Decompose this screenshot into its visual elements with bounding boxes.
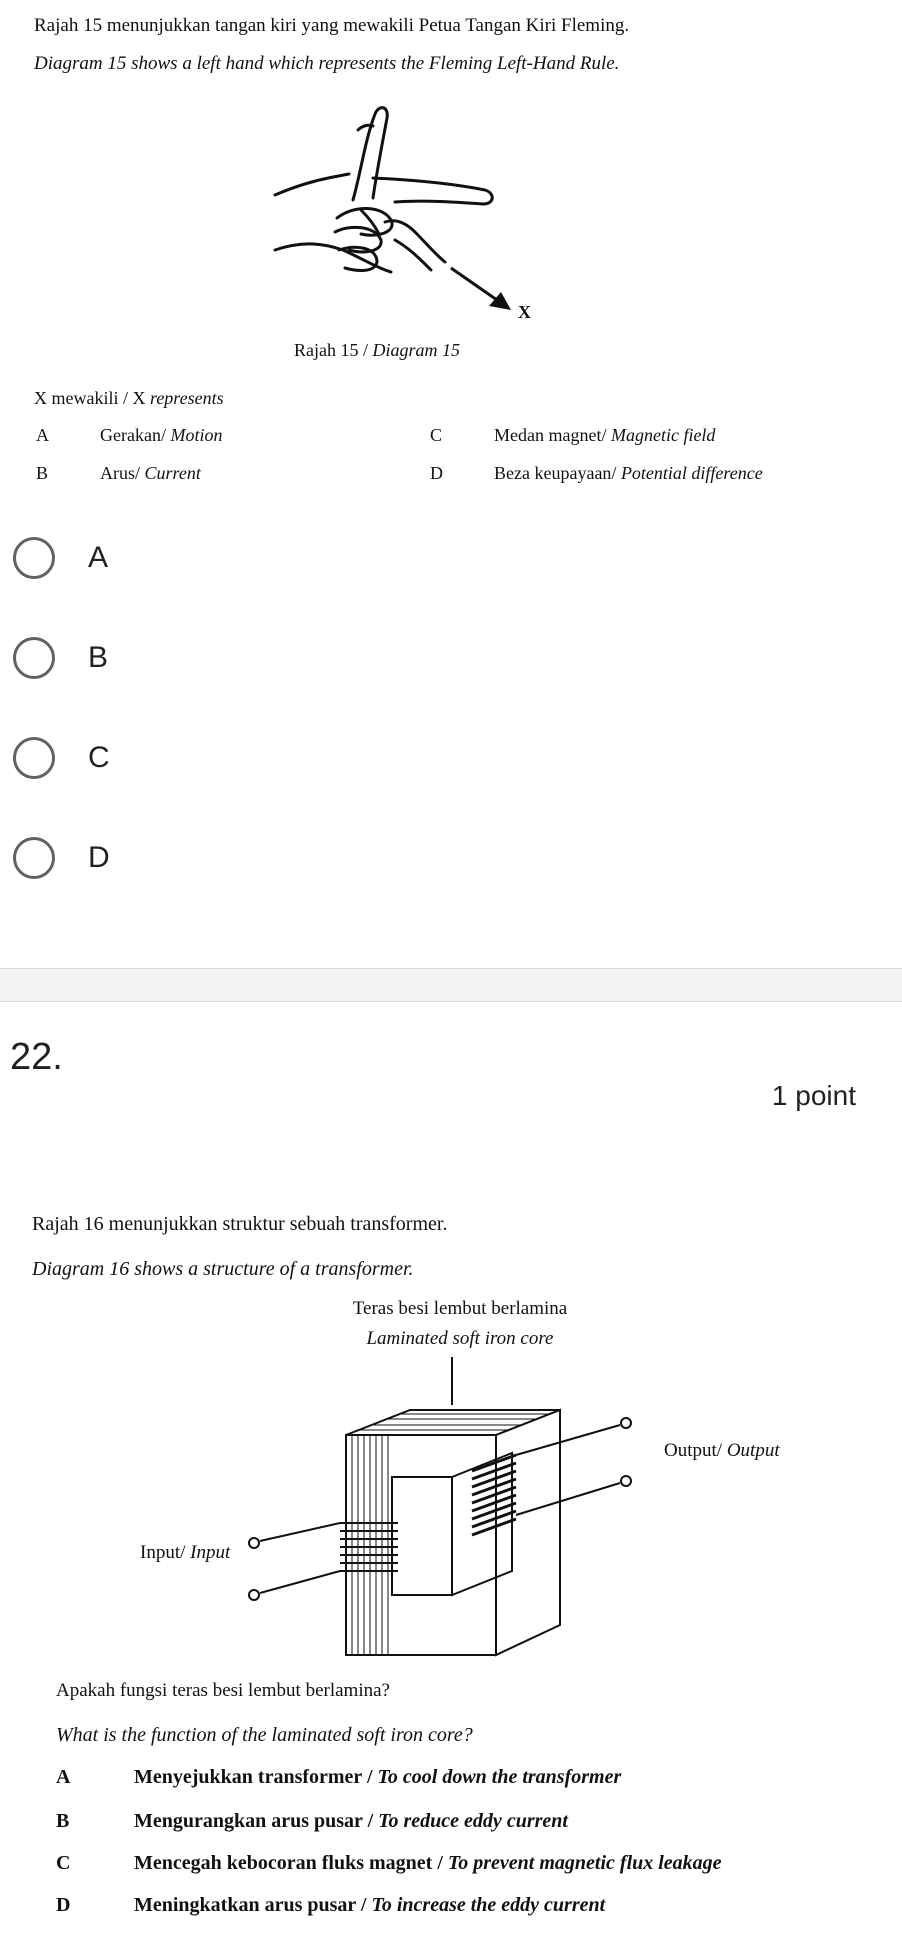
question-number: 22. [10, 1036, 63, 1078]
radio-option-a[interactable] [0, 518, 902, 598]
caption-en: Diagram 15 [372, 340, 461, 360]
radio-label-c: C [88, 741, 110, 774]
radio-circle-icon[interactable] [13, 637, 55, 679]
answer-letter-d: D [56, 1894, 71, 1916]
answer-text-a: Menyejukkan transformer / To cool down the transformer [134, 1766, 622, 1788]
radio-circle-icon[interactable] [13, 737, 55, 779]
radio-circle-icon[interactable] [13, 837, 55, 879]
q22-question-ms: Apakah fungsi teras besi lembut berlamina? [56, 1680, 390, 1701]
transformer-diagram [240, 1355, 670, 1665]
q21-prompt-en: represents [149, 388, 224, 408]
answer-text-d: Meningkatkan arus pusar / To increase the eddy current [134, 1894, 606, 1916]
q21-prompt-ms: X mewakili / X [34, 388, 150, 408]
option-text-b: Arus/ Current [100, 463, 201, 483]
q22-intro-ms: Rajah 16 menunjukkan struktur sebuah transformer. [32, 1213, 448, 1235]
q21-intro-en: Diagram 15 shows a left hand which represents the Fleming Left-Hand Rule. [34, 53, 620, 74]
q22-question-en: What is the function of the laminated soft iron core? [56, 1724, 473, 1746]
input-label: Input/ Input [140, 1542, 231, 1563]
radio-circle-icon[interactable] [13, 537, 55, 579]
option-letter-d: D [430, 463, 443, 483]
diagram-15-caption [294, 340, 460, 361]
output-label: Output/ Output [664, 1440, 780, 1461]
core-label-en: Laminated soft iron core [366, 1328, 554, 1349]
answer-letter-b: B [56, 1810, 70, 1832]
q21-prompt [34, 388, 224, 409]
radio-label-a: A [88, 541, 109, 574]
left-hand-diagram [265, 100, 555, 330]
q21-intro-ms: Rajah 15 menunjukkan tangan kiri yang mewakili Petua Tangan Kiri Fleming. [34, 15, 630, 36]
diagram-x-label: X [518, 302, 531, 322]
radio-label-d: D [88, 841, 110, 874]
caption-ms: Rajah 15 / [294, 340, 373, 360]
question-points: 1 point [771, 1080, 856, 1111]
radio-option-b[interactable] [0, 618, 902, 698]
answer-text-c: Mencegah kebocoran fluks magnet / To prevent magnetic flux leakage [134, 1852, 722, 1874]
option-text-c: Medan magnet/ Magnetic field [494, 425, 716, 445]
option-letter-c: C [430, 425, 443, 445]
core-label-ms: Teras besi lembut berlamina [352, 1298, 568, 1319]
answer-text-b: Mengurangkan arus pusar / To reduce eddy current [134, 1810, 568, 1832]
radio-option-c[interactable] [0, 718, 902, 798]
option-text-d: Beza keupayaan/ Potential difference [494, 463, 763, 483]
option-text-a: Gerakan/ Motion [100, 425, 223, 445]
answer-letter-c: C [56, 1852, 71, 1874]
radio-option-d[interactable] [0, 818, 902, 898]
radio-label-b: B [88, 641, 109, 674]
q22-intro-en: Diagram 16 shows a structure of a transformer. [32, 1258, 414, 1280]
option-letter-b: B [36, 463, 49, 483]
answer-letter-a: A [56, 1766, 71, 1788]
option-letter-a: A [36, 425, 49, 445]
question-divider [0, 968, 902, 1002]
